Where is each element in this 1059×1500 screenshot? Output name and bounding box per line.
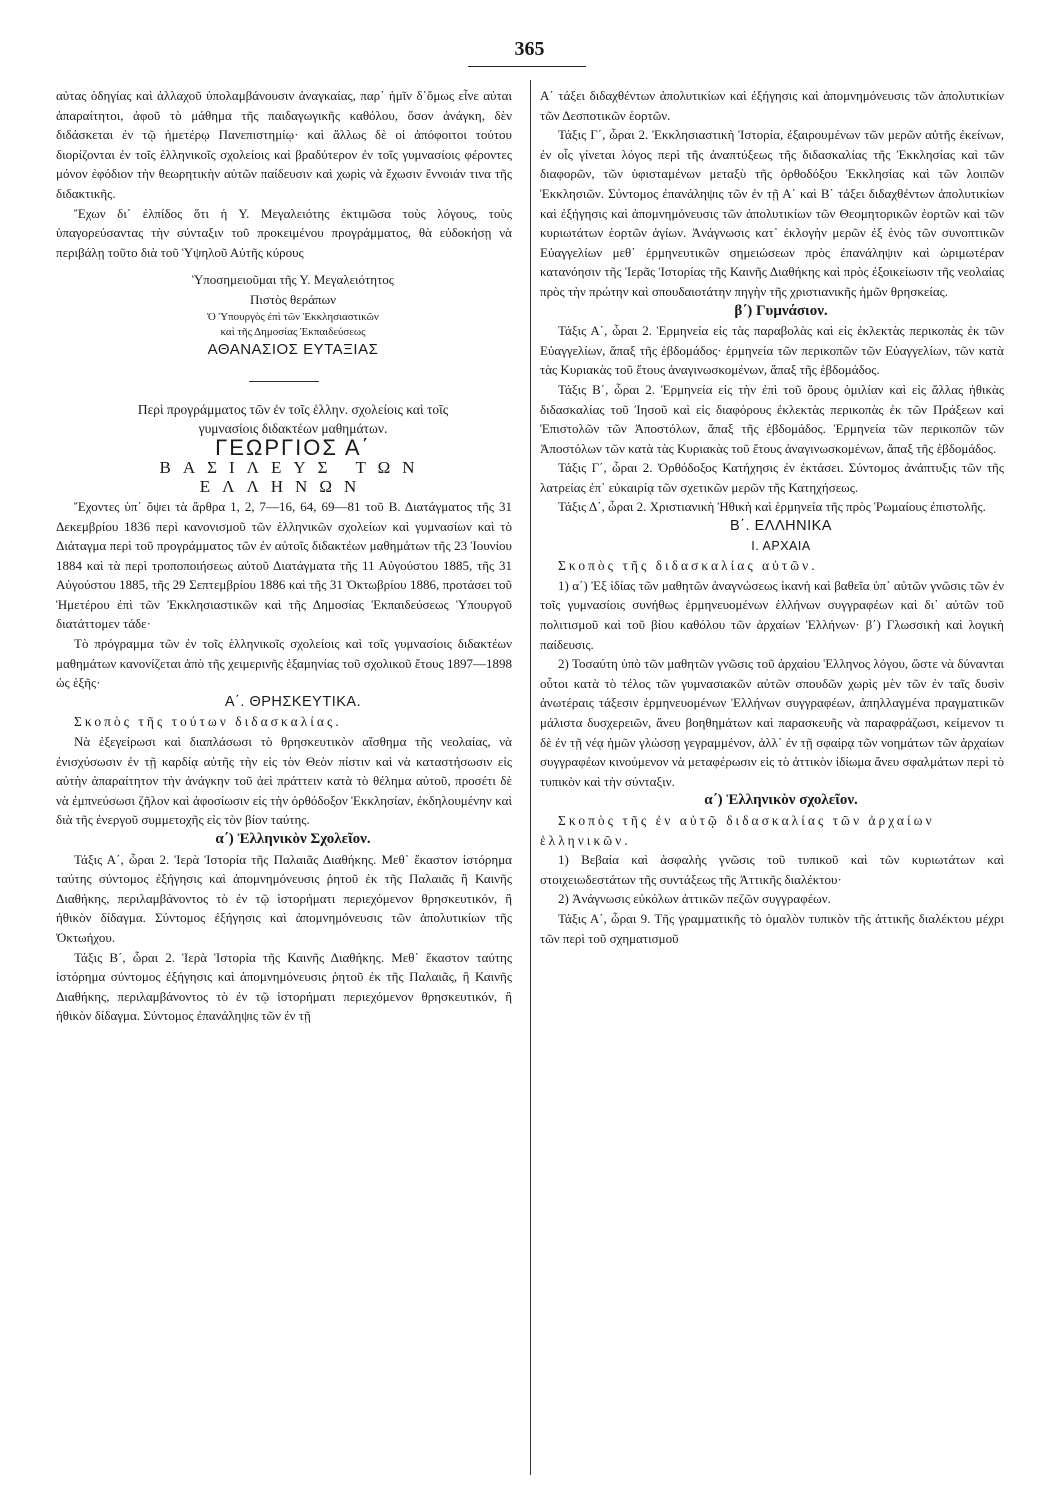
paragraph-class-a: Τάξις Α΄, ὧραι 2. Ἱερὰ Ἱστορία τῆς Παλαιᾶς Διαθήκης. Μεθ᾽ ἕκαστον ἱστόρημα ταύτης σύντομος ἐξήγησις καὶ ἀπομνημόνευσις ῥητοῦ ἐκ τῆς Παλαιᾶς ἢ Καινῆς Διαθήκης, περιλαμβάνοντος τὸ ἐν τῷ ἱστορήματι περιεχόμενον θρησκευτικόν, ἢ ἠθικὸν δίδαγμα. Σύντομος ἐξήγησις καὶ ἀπομνημόνευσις τῶν ἀπολυτικίων τῆς Ὀκτωήχου. (56, 851, 512, 945)
paragraph-continuation: Α΄ τάξει διδαχθέντων ἀπολυτικίων καὶ ἐξήγησις καὶ ἀπομνημόνευσις τῶν ἀπολυτικίων τῶν Δεσποτικῶν ἑορτῶν. (540, 88, 1004, 123)
paragraph-program: Τὸ πρόγραμμα τῶν ἐν τοῖς ἑλληνικοῖς σχολείοις καὶ τοῖς γυμνασίοις διδακτέων μαθημάτων κανονίζεται ἀπὸ τῆς χειμερινῆς ἑξαμηνίας τοῦ σχολικοῦ ἔτους 1897—1898 ὡς ἑξῆς· (56, 636, 512, 691)
paragraph-gym-class-c: Τάξις Γ΄, ὧραι 2. Ὀρθόδοξος Κατήχησις ἐν ἐκτάσει. Σύντομος ἀνάπτυξις τῶν τῆς λατρείας ἐπ᾽ εὐκαιρίᾳ τῶν σχετικῶν μερῶν τῆς Κατηχήσεως. (540, 460, 1004, 495)
section-greek: Β΄. ΕΛΛΗΝΙΚΑ (730, 518, 832, 535)
paragraph-gym-class-b: Τάξις Β΄, ὧραι 2. Ἑρμηνεία εἰς τὴν ἐπὶ τοῦ ὄρους ὁμιλίαν καὶ εἰς ἄλλας ἠθικὰς διδασκαλίας τοῦ Ἰησοῦ καὶ εἰς διαφόρους ἐκλεκτὰς περικοπὰς ἐκ τῶν Πράξεων καὶ Ἐπιστολῶν τῶν Ἀποστόλων, ἅπαξ τῆς ἑβδομάδος. Ἑρμηνεία τῶν περικοπῶν τῶν Ἀποστόλων τῶν κατὰ τὰς Κυριακὰς τοῦ ἔτους ἀναγινωσκομένων, ἅπαξ τῆς ἑβδομάδος. (540, 381, 1004, 456)
decree-title-2: γυμνασίοις διδακτέων μαθημάτων. (198, 421, 388, 437)
paragraph-intro: αὐτας ὁδηγίας καὶ ἀλλαχοῦ ὑπολαμβάνουσιν ἀναγκαίας, παρ᾽ ἡμῖν δ᾽ὅμως εἶνε αὐται ἀπαραίτητοι, ἀφοῦ τὸ μάθημα τῆς παιδαγωγικῆς καθόλου, ὅσον ἀνάγκη, δὲν διδάσκεται ἐν τῷ ἡμετέρῳ Πανεπιστημίῳ· καὶ ἄλλως δὲ οἱ ἀπόφοιτοι τούτου διορίζονται ἐν τοῖς ἑλληνικοῖς σχολείοις καὶ βραδύτερον ἐν τοῖς γυμνασίοις φέροντες μόνον ἐφόδιον τὴν θεωρητικὴν αὐτῶν παίδευσιν καὶ χωρὶς νὰ ἔχωσιν ἔννοιάν τινα τῆς διδακτικῆς. (56, 88, 512, 201)
paragraph-greek-2: 2) Τοσαύτη ὑπὸ τῶν μαθητῶν γνῶσις τοῦ ἀρχαίου Ἑλληνος λόγου, ὥστε νὰ δύνανται οὗτοι κατὰ τὸ τέλος τῶν γυμνασιακῶν αὐτῶν σπουδῶν χωρὶς μὲν τῶν ἐν ταῖς δυσὶν ἀνωτέραις τάξεσιν ἑρμηνευομένων Ἑλλήνων συγγραφέων, ἀπηλλαγμένα πραγματικῶν μάλιστα δυσχερειῶν, ἄνευ βοηθημάτων καὶ παρασκευῆς νὰ παραφράζωσι, κείμενον τι δὲ ἐν τῇ νέᾳ ἡμῶν γλώσσῃ γεγραμμένον, ἀλλ᾽ ἐν τῇ σφαίρᾳ τῶν νοημάτων τῶν ἀρχαίων συγγραφέων κινούμενον νὰ μεταφέρωσιν εἰς τὸ ἀττικὸν ἰδίωμα ἄνευ σφαλμάτων περὶ τὸ τυπικὸν καὶ τὴν σύνταξιν. (540, 656, 1004, 789)
separator-rule (249, 381, 319, 382)
section-ancient: Ι. ΑΡΧΑΙΑ (751, 538, 811, 553)
signature-line-1: Ὑποσημειοῦμαι τῆς Υ. Μεγαλειότητος (192, 272, 394, 288)
king-title: ΒΑΣΙΛΕΥΣ ΤΩΝ ΕΛΛΗΝΩΝ (159, 457, 427, 497)
column-divider (530, 80, 531, 1475)
subsection-hellenic-school-2: α΄) Ἑλληνικὸν σχολεῖον. (704, 792, 858, 809)
subsection-gymnasium: β΄) Γυμνάσιον. (734, 302, 828, 319)
signature-line-3: Ὁ Ὑπουργὸς ἐπὶ τῶν Ἐκκλησιαστικῶν (207, 310, 379, 323)
decree-title-1: Περὶ προγράμματος τῶν ἐν τοῖς ἑλλην. σχολείοις καὶ τοῖς (137, 402, 449, 418)
aim-heading-greek: Σκοπὸς τῆς διδασκαλίας αὐτῶν. (558, 558, 818, 574)
paragraph-greek-1: 1) α΄) Ἐξ ἰδίας τῶν μαθητῶν ἀναγνώσεως ἱκανὴ καὶ βαθεῖα ὑπ᾽ αὐτῶν γνῶσις τῶν ἐν τοῖς γυμνασίοις συνήθως ἑρμηνευομένων ἑλλήνων συγγραφέων καὶ δι᾽ αὐτῶν τοῦ πολιτισμοῦ καὶ τοῦ βίου καθόλου τῶν ἀρχαίων Ἑλλήνων· β΄) Γλωσσικὴ καὶ λογικὴ παίδευσις. (540, 577, 1004, 652)
paragraph-gym-class-d: Τάξις Δ΄, ὧραι 2. Χριστιανικὴ Ἠθικὴ καὶ ἑρμηνεία τῆς πρὸς Ῥωμαίους ἐπιστολῆς. (558, 499, 986, 515)
paragraph-aim-religious: Νὰ ἐξεγείρωσι καὶ διαπλάσωσι τὸ θρησκευτικὸν αἴσθημα τῆς νεολαίας, νὰ ἐνισχύσωσιν ἐν τῇ καρδίᾳ αὐτῆς τὴν εἰς τὸν Θεὸν πίστιν καὶ νὰ καταστήσωσιν εἰς αὐτὴν ἀπαραίτητον τὴν ἀνάγκην τοῦ ἀεὶ πράττειν κατὰ τὸ θέλημα αὐτοῦ, προσέτι δὲ νὰ ἐμπνεύσωσι ζῆλον καὶ ἀφοσίωσιν εἰς τὴν ὀρθόδοξον Ἐκκλησίαν, ἐκδηλουμένην καὶ διὰ τῆς ἐνεργοῦ συμμετοχῆς εἰς τὸν βίον ταύτης. (56, 734, 512, 828)
aim-heading-ancient: Σκοπὸς τῆς ἐν αὐτῷ διδασκαλίας τῶν ἀρχαίων ἑλληνικῶν. (540, 812, 935, 848)
page-number: 365 (514, 38, 545, 60)
paragraph-decree: Ἔχοντες ὑπ᾽ ὄψει τὰ ἄρθρα 1, 2, 7—16, 64, 69—81 τοῦ Β. Διατάγματος τῆς 31 Δεκεμβρίου 1836 περὶ κανονισμοῦ τῶν ἑλληνικῶν σχολείων καὶ γυμνασίων καὶ τὸ Διάταγμα περὶ τοῦ προγράμματος τῶν ἐν αὐτοῖς διδακτέων μαθημάτων τῆς 23 Ἰουνίου 1884 καὶ τὰ περὶ τροποποιήσεως αὐτοῦ Διατάγματα τῆς 11 Αὐγούστου 1885, τῆς 31 Αὐγούστου 1885, τῆς 29 Σεπτεμβρίου 1886 καὶ τῆς 31 Ὀκτωβρίου 1886, προτάσει τοῦ Ἡμετέρου ἐπὶ τῶν Ἐκκλησιαστικῶν καὶ τῆς Δημοσίας Ἐκπαιδεύσεως Ὑπουργοῦ διατάττομεν τάδε· (56, 498, 512, 632)
header-rule (468, 66, 586, 67)
aim-heading-religious: Σκοπὸς τῆς τούτων διδασκαλίας. (74, 714, 342, 730)
paragraph-class-c: Τάξις Γ΄, ὧραι 2. Ἐκκλησιαστικὴ Ἱστορία, ἐξαιρουμένων τῶν μερῶν αὐτῆς ἐκείνων, ἐν οἷς γίνεται λόγος περὶ τῆς ἀναπτύξεως τῆς διδασκαλίας τῆς Ἐκκλησίας καὶ τῶν διαφορῶν, τῶν ὑφισταμένων μεταξὺ τῆς ὀρθοδόξου Ἐκκλησίας καὶ τῶν λοιπῶν Ἐκκλησιῶν. Σύντομος ἐπανάληψις τῶν ἐν τῇ Α΄ καὶ Β΄ τάξει διδαχθέντων ἀπολυτικίων καὶ ἐξήγησις καὶ ἀπομνημόνευσις τῶν ἀπολυτικίων τῶν Θεομητορικῶν ἑορτῶν καὶ τῶν κυριωτάτων ἑορτῶν ἁγίων. Ἀνάγνωσις κατ᾽ ἐκλογὴν μερῶν ἐξ ἑνὸς τῶν συνοπτικῶν Εὐαγγελίων μεθ᾽ ἑρμηνευτικῶν σημειώσεων πρὸς ἐπανάληψιν καὶ ὡριμωτέραν κατανόησιν τῆς Ἱερᾶς Ἱστορίας τῆς Καινῆς Διαθήκης καὶ πρὸς ἐξοικείωσιν τῆς νεολαίας πρὸς τὴν πρώτην καὶ σπουδαιοτάτην πηγὴν τῆς χριστιανικῆς ἡμῶν θρησκείας. (540, 127, 1004, 299)
subsection-hellenic-school: α΄) Ἑλληνικὸν Σχολεῖον. (215, 831, 371, 847)
signatory-name: ΑΘΑΝΑΣΙΟΣ ΕΥΤΑΞΙΑΣ (207, 340, 379, 358)
paragraph-gym-class-a: Τάξις Α΄, ὧραι 2. Ἑρμηνεία εἰς τὰς παραβολὰς καὶ εἰς ἐκλεκτὰς περικοπὰς ἐκ τῶν Εὐαγγελίων, ἅπαξ τῆς ἑβδομάδος· ἑρμηνεία τῶν περικοπῶν τῶν Εὐαγγελίων, τῶν κατὰ τὰς Κυριακὰς τοῦ ἔτους ἀναγινωσκομένων, ἅπαξ τῆς ἑβδομάδος. (540, 323, 1004, 378)
paragraph-hope: Ἔχων δι᾽ ἐλπίδος ὅτι ἡ Υ. Μεγαλειότης ἐκτιμῶσα τοὺς λόγους, τοὺς ὑπαγορεύσαντας τὴν σύνταξιν τοῦ προκειμένου προγράμματος, θὰ εὐδοκήσῃ νὰ περιβάλῃ τοῦτο διὰ τοῦ Ὑψηλοῦ Αὐτῆς κύρους (56, 205, 512, 260)
left-column (56, 86, 512, 1026)
signature-line-2: Πιστὸς θεράπων (250, 291, 336, 307)
signature-line-4: καὶ τῆς Δημοσίας Ἐκπαιδεύσεως (220, 325, 366, 338)
paragraph-class-b: Τάξις Β΄, ὧραι 2. Ἱερὰ Ἱστορία τῆς Καινῆς Διαθήκης. Μεθ᾽ ἕκαστον ταύτης ἱστόρημα σύντομος ἐξήγησις καὶ ἀπομνημόνευσις ῥητοῦ ἐκ τῆς Παλαιᾶς, ἢ Καινῆς Διαθήκης, περιλαμβάνοντος τὸ ἐν τῷ ἱστορήματι περιεχόμενον θρησκευτικόν, ἢ ἠθικὸν δίδαγμα. Σύντομος ἐπανάληψις τῶν ἐν τῇ (56, 949, 512, 1024)
right-column (540, 86, 1004, 948)
king-name: ΓΕΩΡΓΙΟΣ Α΄ (215, 435, 371, 461)
paragraph-ancient-3: Τάξις Α΄, ὧραι 9. Τῆς γραμματικῆς τὸ ὁμαλὸν τυπικὸν τῆς ἀττικῆς διαλέκτου μέχρι τῶν περὶ τοῦ σχηματισμοῦ (540, 910, 1004, 946)
paragraph-ancient-1: 1) Βεβαία καὶ ἀσφαλὴς γνῶσις τοῦ τυπικοῦ καὶ τῶν κυριωτάτων καὶ στοιχειωδεστάτων τῆς συντάξεως τῆς Ἀττικῆς διαλέκτου· (540, 852, 1004, 887)
section-religious: Α΄. ΘΡΗΣΚΕΥΤΙΚΑ. (224, 693, 362, 710)
paragraph-ancient-2: 2) Ἀνάγνωσις εὐκόλων ἀττικῶν πεζῶν συγγραφέων. (558, 891, 831, 907)
